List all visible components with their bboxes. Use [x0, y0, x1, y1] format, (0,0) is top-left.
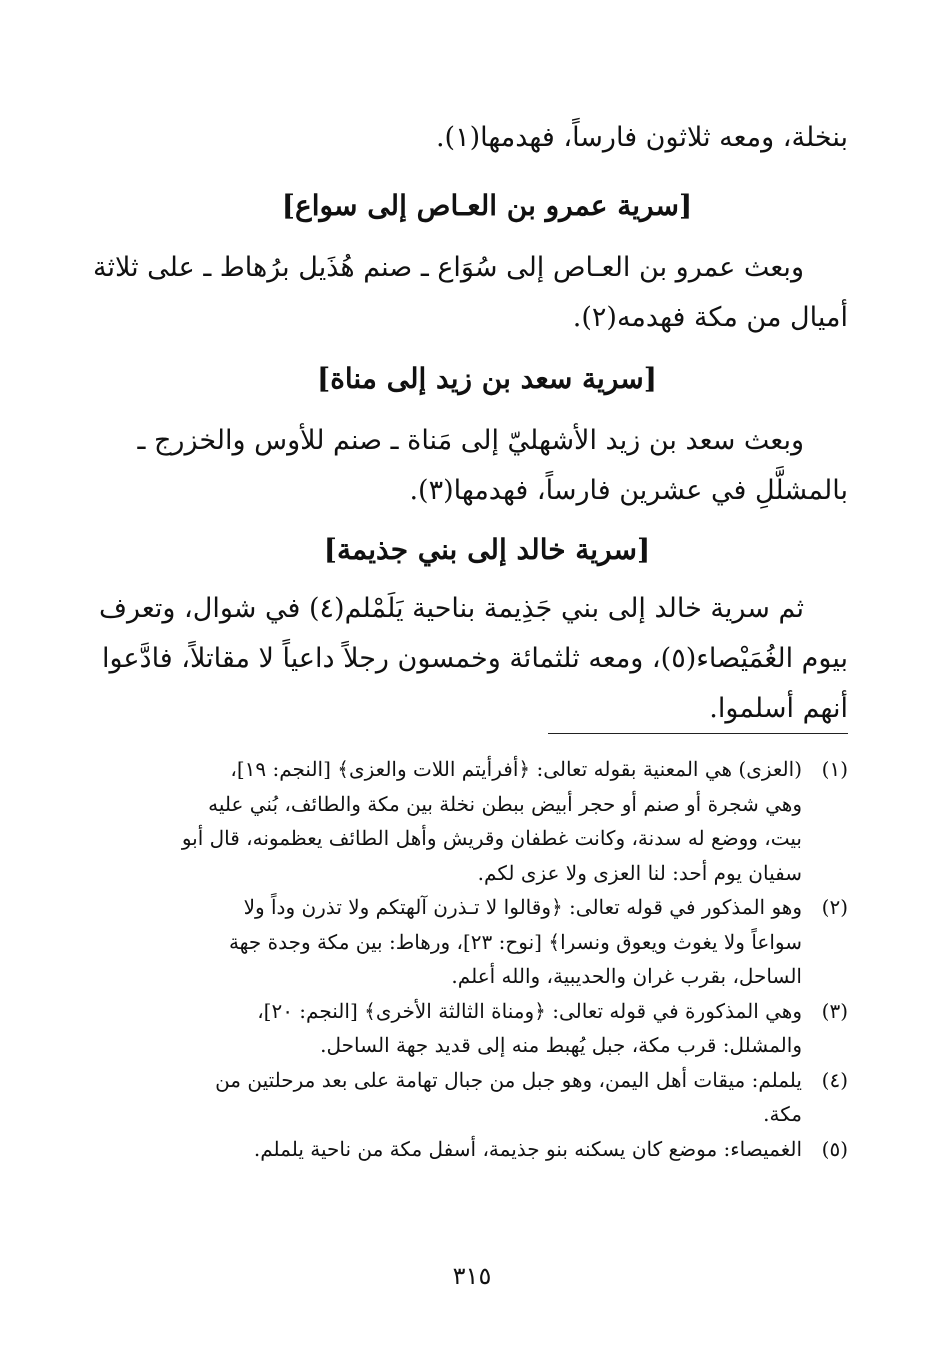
- footnote-divider: [548, 733, 848, 734]
- text-line: بنخلة، ومعه ثلاثون فارساً، فهدمها(١).: [435, 122, 848, 153]
- footnotes: [126, 752, 848, 1166]
- text-line: أنهم أسلموا.: [709, 693, 848, 724]
- text-line: بيوم الغُمَيْصاء(٥)، ومعه ثلثمائة وخمسون رجلاً داعياً لا مقاتلاً، فادَّعوا: [101, 643, 848, 674]
- footnote-line: سواعاً ولا يغوث ويعوق ونسرا﴾ [نوح: ٢٣]، ورهاط: بين مكة وجدة جهة: [228, 929, 802, 954]
- text-line: ثم سرية خالد إلى بني جَذِيمة بناحية يَلَمْلم(٤) في شوال، وتعرف: [98, 593, 804, 624]
- footnote-number: (٥): [821, 1136, 848, 1161]
- paragraph-saad: [126, 416, 848, 516]
- footnote-line: الساحل، بقرب غران والحديبية، والله أعلم.: [451, 964, 802, 988]
- paragraph-continuation: [126, 113, 848, 163]
- footnote-line: سفيان يوم أحد: لنا العزى ولا عزى لكم.: [477, 860, 802, 885]
- footnote-number: (١): [821, 757, 848, 781]
- footnote-line: وهو المذكور في قوله تعالى: ﴿وقالوا لا تـذرن آلهتكم ولا تذرن وداً ولا: [243, 895, 802, 919]
- footnote-2: [126, 890, 848, 994]
- paragraph-khalid: [98, 584, 848, 734]
- footnote-1: [126, 752, 848, 890]
- footnote-line: بيت، ووضع له سدنة، وكانت غطفان وقريش وأهل الطائف يعظمونه، قال أبو: [181, 826, 802, 850]
- footnote-line: (العزى) هي المعنية بقوله تعالى: ﴿أفرأيتم اللات والعزى﴾ [النجم: ١٩]،: [230, 757, 802, 781]
- footnote-line: الغميصاء: موضع كان يسكنه بنو جذيمة، أسفل مكة من ناحية يلملم.: [253, 1136, 802, 1161]
- footnote-line: والمشلل: قرب مكة، جبل يُهبط منه إلى قديد جهة الساحل.: [320, 1033, 802, 1057]
- section-heading-amr: [سرية عمرو بن العـاص إلى سواع]: [281, 189, 693, 222]
- page-number: ٣١٥: [452, 1262, 492, 1290]
- footnote-5: [126, 1132, 848, 1167]
- footnote-number: (٤): [821, 1067, 848, 1092]
- text-line: بالمشلَّلِ في عشرين فارساً، فهدمها(٣).: [409, 475, 848, 506]
- text-line: أميال من مكة فهدمه(٢).: [572, 302, 848, 333]
- section-heading-khalid: [سرية خالد إلى بني جذيمة]: [323, 533, 651, 566]
- footnote-number: (٢): [821, 895, 848, 919]
- footnote-line: مكة.: [763, 1102, 802, 1126]
- footnote-3: [126, 994, 848, 1063]
- footnote-4: [126, 1063, 848, 1132]
- text-line: وبعث سعد بن زيد الأشهليّ إلى مَناة ـ صنم للأوس والخزرج ـ: [137, 425, 804, 456]
- footnote-line: وهي المذكورة في قوله تعالى: ﴿ومناة الثالثة الأخرى﴾ [النجم: ٢٠]،: [257, 998, 802, 1023]
- text-line: وبعث عمرو بن العـاص إلى سُوَاع ـ صنم هُذَيل برُهاط ـ على ثلاثة: [92, 252, 804, 283]
- footnote-line: وهي شجرة أو صنم أو حجر أبيض ببطن نخلة بين مكة والطائف، بُني عليه: [208, 791, 802, 816]
- footnote-line: يلملم: ميقات أهل اليمن، وهو جبل من جبال تهامة على بعد مرحلتين من: [215, 1067, 802, 1092]
- paragraph-amr: [92, 243, 848, 343]
- section-heading-saad: [سرية سعد بن زيد إلى مناة]: [316, 362, 658, 395]
- footnote-number: (٣): [821, 998, 848, 1023]
